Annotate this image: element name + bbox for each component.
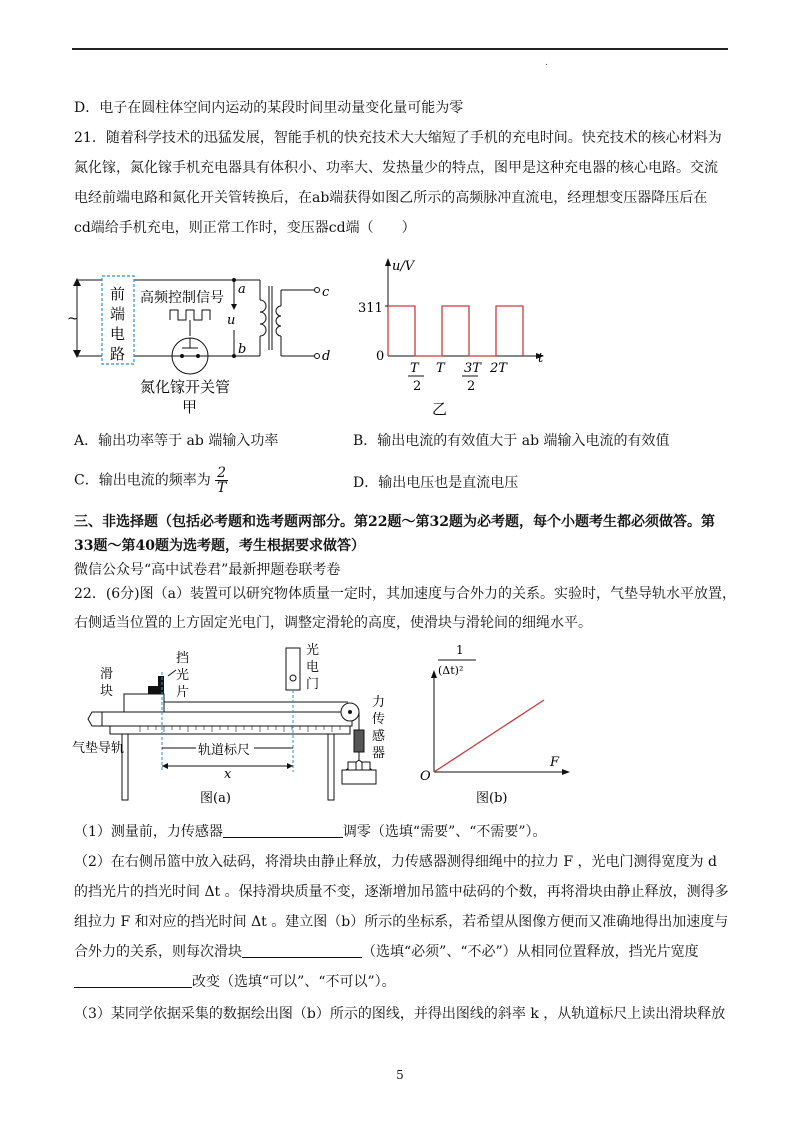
section3-line-2: 33题～第40题为选考题，考生根据要求做答）	[74, 538, 365, 554]
x-tick-label: T	[410, 361, 419, 376]
y-label-numerator: 1	[456, 643, 464, 657]
option-c-fraction	[215, 466, 228, 495]
option-d: D．输出电压也是直流电压	[353, 475, 519, 491]
gate-char-3: 门	[306, 677, 320, 692]
option-c-text: C．输出电流的频率为	[74, 472, 211, 489]
fitted-line	[434, 700, 544, 772]
option-d-q20: D．电子在圆柱体空间内运动的某段时间里动量变化量可能为零	[74, 100, 464, 116]
distance-x: x	[224, 767, 232, 782]
slider-char-1: 滑	[100, 667, 114, 682]
q22-part2-line-1: （2）在右侧吊篮中放入砝码，将滑块由静止释放，力传感器测得细绳中的拉力 F ，光电门测得宽度为 d	[74, 854, 717, 870]
front-circuit-char-2: 端	[110, 305, 126, 323]
sensor-char-3: 感	[372, 729, 386, 744]
node-d: d	[322, 349, 331, 364]
y-axis-arrow	[385, 258, 391, 266]
q22-part1-text-a: （1）测量前，力传感器	[74, 824, 223, 840]
x-tick-denominator: 2	[413, 379, 422, 394]
sensor-char-4: 器	[372, 746, 386, 761]
q21-line-1: 21．随着科学技术的迅猛发展，智能手机的快充技术大大缩短了手机的充电时间。快充技术的核心材料为	[74, 130, 722, 146]
q22-part2-text-b: （选填“必须”、“不必”）从相同位置释放，挡光片宽度	[362, 944, 699, 960]
shade-char-1: 挡	[176, 651, 190, 666]
q22-part2-line-5	[74, 972, 396, 992]
q21-line-3: 电经前端电路和氮化开关管转换后，在ab端获得如图乙所示的高频脉冲直流电，经理想变压器降压后在	[74, 190, 708, 206]
q22-part3-line-1: （3）某同学依据采集的数据绘出图（b）所示的图线，并得出图线的斜率 k ，从轨道标尺上读出滑块释放	[74, 1006, 726, 1022]
x-axis-label: t	[538, 351, 544, 366]
q22-part1	[74, 822, 547, 842]
option-b: B．输出电流的有效值大于 ab 端输入电流的有效值	[353, 433, 670, 449]
front-circuit-char-4: 路	[110, 345, 126, 363]
node-a: a	[238, 282, 246, 297]
gate-char-2: 电	[306, 660, 320, 675]
answer-blank-3[interactable]	[74, 973, 192, 988]
figure-b-graph	[416, 640, 576, 810]
y-axis-label: u/V	[392, 259, 415, 274]
q21-line-2: 氮化镓，氮化镓手机充电器具有体积小、功率大、发热量少的特点，图甲是这种充电器的核心电路。交流	[74, 160, 718, 176]
answer-blank-1[interactable]	[223, 823, 343, 838]
figure-b-caption: 图(b)	[476, 791, 508, 806]
figure-a-apparatus	[70, 642, 410, 812]
shade-char-2: 光	[176, 668, 190, 683]
x-tick-label: 3T	[464, 361, 481, 376]
q22-line-1: 22．(6分)图（a）装置可以研究物体质量一定时，其加速度与合外力的关系。实验时，气垫导轨水平放置，	[74, 586, 736, 602]
figure-yi-caption: 乙	[432, 400, 448, 418]
q21-line-4: cd端给手机充电，则正常工作时，变压器cd端（ ）	[74, 220, 416, 236]
x-tick-label: T	[436, 361, 445, 376]
x-tick-denominator: 2	[467, 379, 476, 394]
header-mark: .	[545, 58, 548, 68]
q22-part2-line-2: 的挡光片的挡光时间 Δt 。保持滑块质量不变，逐渐增加吊篮中砝码的个数，再将滑块由静止释放，测得多	[74, 884, 729, 900]
figure-jia-circuit	[64, 256, 344, 416]
q22-part2-line-4	[74, 942, 699, 962]
slider-char-2: 块	[100, 684, 114, 699]
y-label-denominator: (Δt)²	[438, 664, 464, 677]
page-number: 5	[396, 1068, 404, 1082]
pulse-series	[388, 306, 523, 356]
fraction-denominator: T	[216, 480, 227, 496]
figure-jia-caption: 甲	[182, 398, 198, 416]
q22-line-2: 右侧适当位置的上方固定光电门，调整定滑轮的高度，使滑块与滑轮间的细绳水平。	[74, 615, 592, 631]
y-tick-311: 311	[358, 301, 383, 316]
origin-o: O	[420, 769, 431, 784]
x-tick-label: 2T	[490, 361, 507, 376]
ac-tilde: ~	[67, 311, 79, 327]
figure-a-caption: 图(a)	[200, 791, 231, 806]
node-c: c	[322, 285, 330, 300]
front-circuit-char-1: 前	[110, 285, 126, 303]
node-b: b	[238, 342, 247, 357]
option-c	[74, 466, 228, 495]
origin-label: 0	[376, 349, 385, 364]
front-circuit-char-3: 电	[110, 325, 126, 343]
section3-line-1: 三、非选择题（包括必考题和选考题两部分。第22题～第32题为必考题，每个小题考生都必须做答。第	[74, 514, 715, 530]
option-a: A．输出功率等于 ab 端输入功率	[74, 433, 279, 449]
sensor-char-1: 力	[372, 695, 386, 710]
figure-yi-chart	[350, 252, 550, 422]
shade-char-3: 片	[176, 685, 190, 700]
ruler-label: 轨道标尺	[198, 743, 251, 758]
rail-label: 气垫导轨	[72, 741, 125, 756]
signal-label: 高频控制信号	[140, 290, 224, 306]
q22-part2-text-c: 改变（选填“可以”、“不可以”）。	[192, 974, 396, 990]
header-rule	[72, 48, 728, 50]
switch-caption: 氮化镓开关管	[140, 378, 231, 396]
sensor-char-2: 传	[372, 712, 386, 727]
answer-blank-2[interactable]	[242, 943, 362, 958]
q22-part2-line-3: 组拉力 F 和对应的挡光时间 Δt 。建立图（b）所示的坐标系，若希望从图像方便而又准确地得出加速度与	[74, 914, 729, 930]
q22-part1-text-b: 调零（选填“需要”、“不需要”）。	[342, 824, 547, 840]
x-label-f: F	[550, 755, 560, 770]
voltage-u: u	[227, 313, 236, 328]
q22-part2-text-a: 合外力的关系，则每次滑块	[74, 944, 242, 960]
gate-char-1: 光	[306, 643, 320, 658]
wechat-note: 微信公众号“高中试卷君”最新押题卷联考卷	[74, 562, 341, 578]
fraction-numerator: 2	[217, 465, 227, 481]
